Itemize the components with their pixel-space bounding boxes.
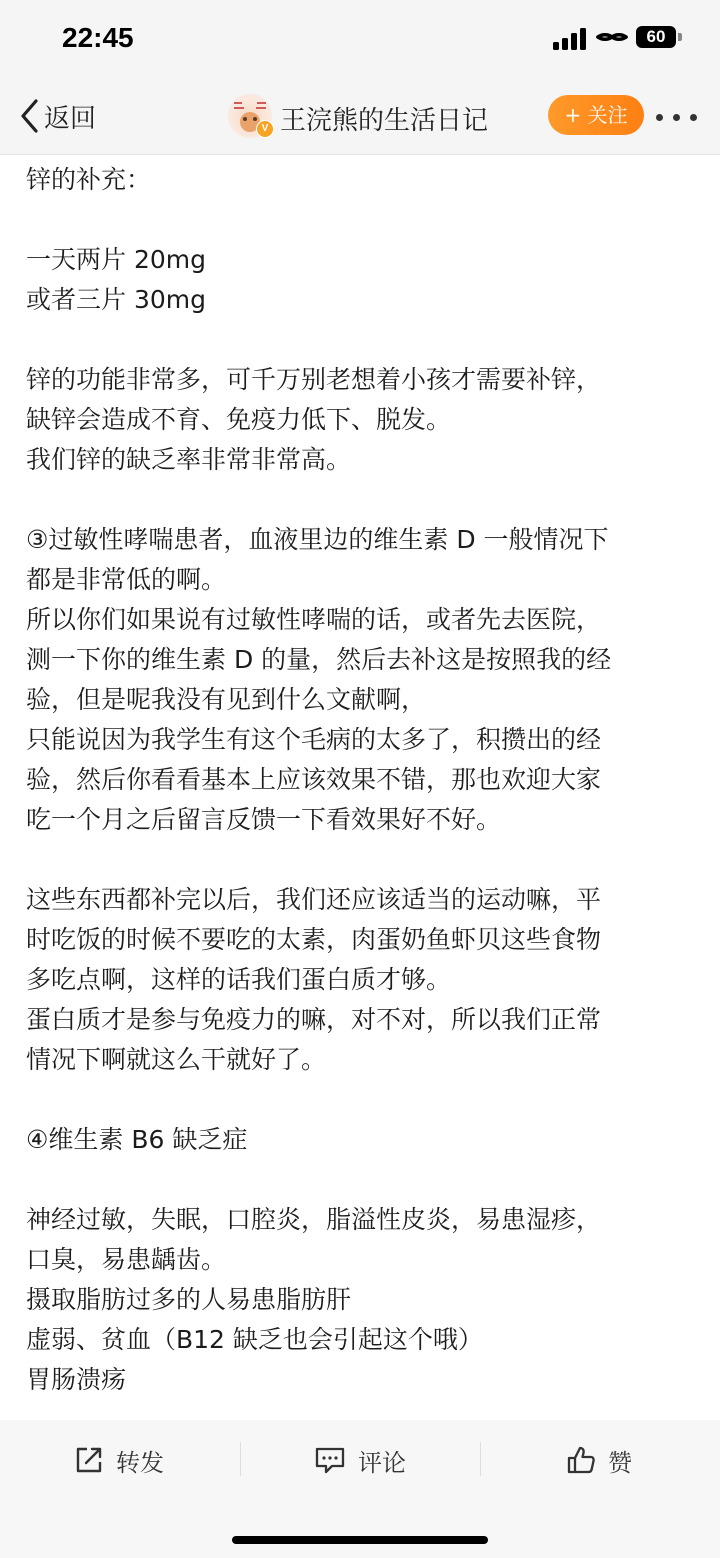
comment-label: 评论 — [358, 1448, 406, 1477]
comment-button[interactable] — [314, 1444, 406, 1476]
battery-icon: 60 — [636, 26, 676, 48]
post-text-line: 锌的补充： — [26, 165, 152, 194]
status-bar — [0, 0, 720, 80]
post-text-line: 时吃饭的时候不要吃的太素，肉蛋奶鱼虾贝这些食物 — [26, 925, 602, 954]
post-text-line: 缺锌会造成不育、免疫力低下、脱发。 — [26, 405, 452, 434]
repost-button[interactable] — [74, 1444, 164, 1476]
repost-icon — [74, 1445, 104, 1475]
post-text-line: 虚弱、贫血（B12 缺乏也会引起这个哦） — [26, 1325, 483, 1354]
like-icon — [566, 1445, 596, 1475]
post-text-line: 情况下啊就这么干就好了。 — [26, 1045, 327, 1074]
post-text-line: 口臭，易患龋齿。 — [26, 1245, 227, 1274]
post-text-line: 一天两片 20mg — [26, 245, 206, 274]
post-text-line: 都是非常低的啊。 — [26, 565, 227, 594]
back-button[interactable] — [18, 96, 96, 136]
account-name[interactable]: 王浣熊的生活日记 — [280, 106, 489, 136]
post-text-line: 吃一个月之后留言反馈一下看效果好不好。 — [26, 805, 502, 834]
like-button[interactable] — [566, 1444, 632, 1476]
repost-label: 转发 — [116, 1448, 164, 1477]
post-text-line: 这些东西都补完以后，我们还应该适当的运动嘛，平 — [26, 885, 602, 914]
post-text-line: 只能说因为我学生有这个毛病的太多了，积攒出的经 — [26, 725, 602, 754]
post-text-line: 所以你们如果说有过敏性哮喘的话，或者先去医院， — [26, 605, 602, 634]
post-text-line: 锌的功能非常多，可千万别老想着小孩才需要补锌， — [26, 365, 602, 394]
follow-button[interactable]: + 关注 — [548, 95, 644, 135]
post-text-line: 我们锌的缺乏率非常非常高。 — [26, 445, 352, 474]
post-text-line: 或者三片 30mg — [26, 285, 206, 314]
post-text-line: 验，但是呢我没有见到什么文献啊， — [26, 685, 427, 714]
post-text-line: ④维生素 B6 缺乏症 — [26, 1125, 248, 1154]
more-dots-icon[interactable] — [656, 114, 698, 122]
post-text-line: ③过敏性哮喘患者，血液里边的维生素 D 一般情况下 — [26, 525, 609, 554]
comment-icon — [314, 1445, 346, 1475]
post-blank-line — [26, 320, 696, 360]
post-text-line: 摄取脂肪过多的人易患脂肪肝 — [26, 1285, 352, 1314]
post-content — [26, 160, 696, 1400]
battery-tip — [678, 33, 682, 41]
post-blank-line — [26, 1080, 696, 1120]
action-divider — [240, 1442, 241, 1476]
nav-bar — [0, 80, 720, 155]
post-text-line: 神经过敏，失眠，口腔炎，脂溢性皮炎，易患湿疹， — [26, 1205, 602, 1234]
post-text-line: 多吃点啊，这样的话我们蛋白质才够。 — [26, 965, 452, 994]
post-blank-line — [26, 1160, 696, 1200]
post-text-line: 胃肠溃疡 — [26, 1365, 127, 1394]
action-divider — [480, 1442, 481, 1476]
bottom-action-bar — [0, 1420, 720, 1558]
back-label: 返回 — [44, 103, 97, 134]
post-blank-line — [26, 200, 696, 240]
signal-icon — [553, 28, 587, 50]
post-text-line: 验，然后你看看基本上应该效果不错，那也欢迎大家 — [26, 765, 602, 794]
back-chevron-icon — [18, 98, 40, 134]
status-time: 22:45 — [62, 22, 134, 53]
like-label: 赞 — [608, 1448, 632, 1477]
post-blank-line — [26, 840, 696, 880]
home-indicator — [232, 1536, 488, 1544]
post-blank-line — [26, 480, 696, 520]
post-text-line: 测一下你的维生素 D 的量，然后去补这是按照我的经 — [26, 645, 612, 674]
post-text-line: 蛋白质才是参与免疫力的嘛，对不对，所以我们正常 — [26, 1005, 602, 1034]
wifi-icon — [594, 25, 630, 51]
verified-badge-icon: V — [256, 120, 274, 138]
